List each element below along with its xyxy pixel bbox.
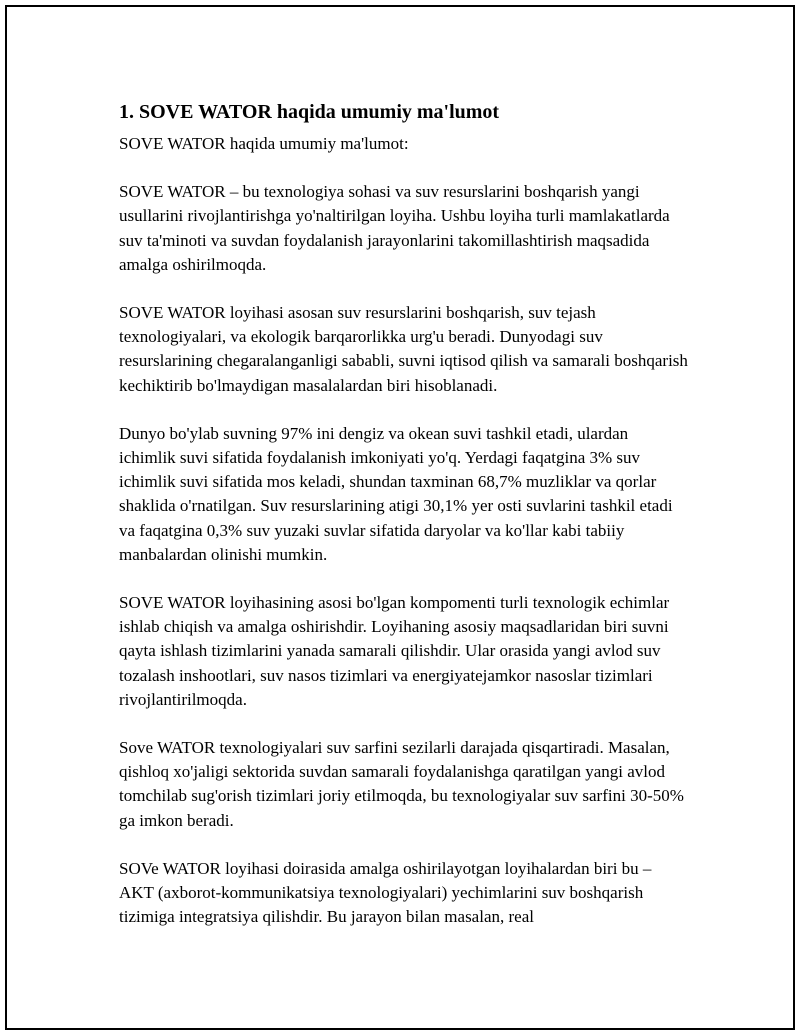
section-heading: 1. SOVE WATOR haqida umumiy ma'lumot xyxy=(119,101,500,123)
paragraph-definition: SOVE WATOR – bu texnologiya sohasi va suv resurslarini boshqarish yangi usullarini rivojlantirishga yo'naltirilgan loyiha. Ushbu loyiha turli mamlakatlarda suv ta'minoti va suvdan foydalanish jarayonlarini takomillashtirish maqsadida amalga oshirilmoqda. xyxy=(119,182,670,274)
paragraph-components: SOVE WATOR loyihasining asosi bo'lgan kompomenti turli texnologik echimlar ishlab chiqish va amalga oshirishdir. Loyihaning asosiy maqsadlaridan biri suvni qayta ishlash tizimlarini yanada samarali qilishdir. Ular orasida yangi avlod suv tozalash inshootlari, suv nasos tizimlari va energiyatejamkor nasoslar tizimlari rivojlantirilmoqda. xyxy=(119,593,670,709)
paragraph-focus: SOVE WATOR loyihasi asosan suv resurslarini boshqarish, suv tejash texnologiyalari, va ekologik barqarorlikka urg'u beradi. Dunyodagi suv resurslarining chegaralanganligi sababli, suvni iqtisod qilish va samarali boshqarish kechiktirib bo'lmaydigan masalalardan biri hisoblanadi. xyxy=(119,303,688,395)
document-page xyxy=(5,5,795,1030)
paragraph-water-statistics: Dunyo bo'ylab suvning 97% ini dengiz va okean suvi tashkil etadi, ulardan ichimlik suvi sifatida foydalanish imkoniyati yo'q. Yerdagi faqatgina 3% suv ichimlik suvi sifatida mos keladi, shundan taxminan 68,7% muzliklar va qorlar shaklida o'rnatilgan. Suv resurslarining atigi 30,1% yer osti suvlarini tashkil etadi va faqatgina 0,3% suv yuzaki suvlar sifatida daryolar va ko'llar kabi tabiiy manbalardan olinishi mumkin. xyxy=(119,423,673,564)
paragraph-ict: SOVe WATOR loyihasi doirasida amalga oshirilayotgan loyihalardan biri bu – AKT (axborot-kommunikatsiya texnologiyalari) yechimlarini suv boshqarish tizimiga integratsiya qilishdir. Bu jarayon bilan masalan, real xyxy=(119,858,652,927)
paragraph-intro: SOVE WATOR haqida umumiy ma'lumot: xyxy=(119,134,409,153)
paragraph-consumption: Sove WATOR texnologiyalari suv sarfini sezilarli darajada qisqartiradi. Masalan, qishloq xo'jaligi sektorida suvdan samarali foydalanishga qaratilgan yangi avlod tomchilab sug'orish tizimlari joriy etilmoqda, bu texnologiyalar suv sarfini 30-50% ga imkon beradi. xyxy=(119,738,684,830)
document-body xyxy=(119,99,689,953)
